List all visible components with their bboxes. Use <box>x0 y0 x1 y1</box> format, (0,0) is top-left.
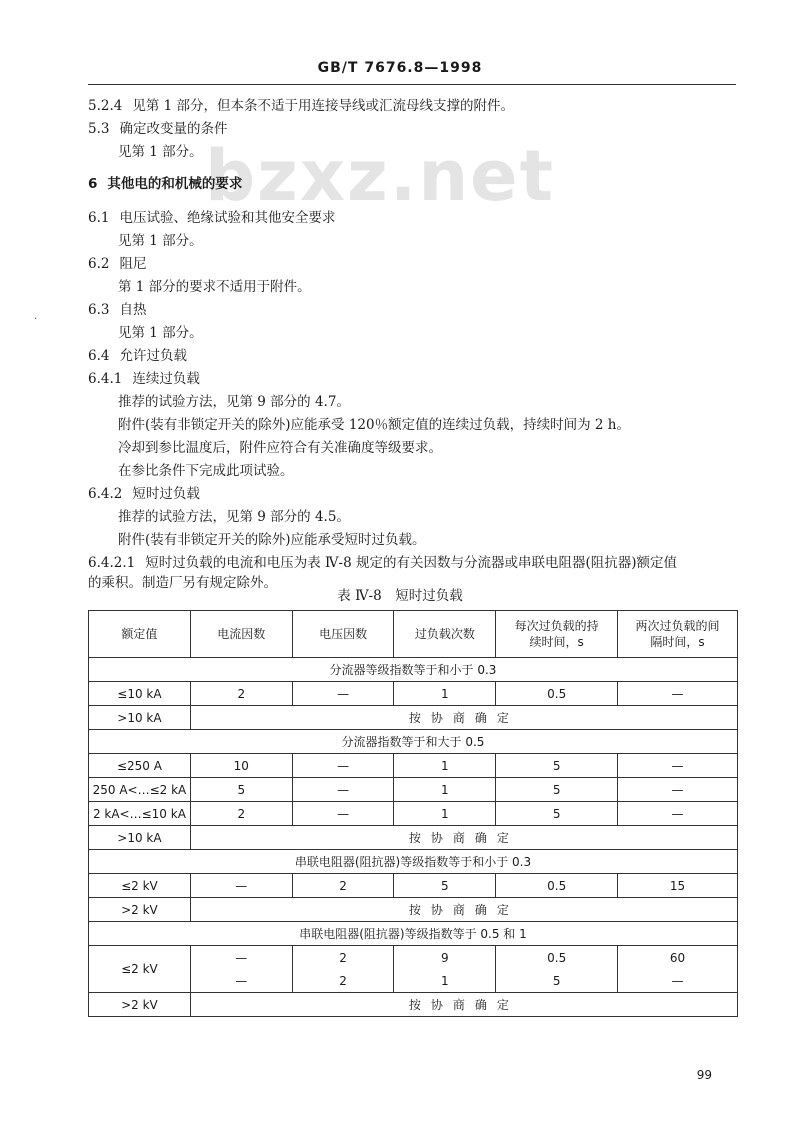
table-row <box>89 802 738 826</box>
header-overload-count: 过负载次数 <box>394 611 496 658</box>
clause-text: 阻尼 <box>119 256 147 272</box>
table-cell: — <box>618 969 738 993</box>
table-section-row <box>89 730 738 754</box>
table-cell: 1 <box>394 778 496 802</box>
rated-value-cell: >2 kV <box>89 898 191 922</box>
table-cell: — <box>618 754 738 778</box>
table-cell: — <box>618 778 738 802</box>
table-cell: 1 <box>394 754 496 778</box>
table-row <box>89 826 738 850</box>
clause-text: 第 1 部分的要求不适用于附件。 <box>118 279 311 295</box>
by-agreement-cell: 按协商确定 <box>190 706 737 730</box>
table-cell: 0.5 <box>496 946 618 970</box>
table-cell: 5 <box>496 802 618 826</box>
table-cell: — <box>292 778 394 802</box>
table-cell: 250 A<…≤2 kA <box>89 778 191 802</box>
table-cell: ≤10 kA <box>89 682 191 706</box>
clause-5-3 <box>88 121 227 137</box>
table-cell: 2 <box>292 946 394 970</box>
rated-value-cell: >10 kA <box>89 706 191 730</box>
body-line <box>118 144 203 160</box>
clause-text: 冷却到参比温度后，附件应符合有关准确度等级要求。 <box>118 440 442 456</box>
clause-text: 附件(装有非锁定开关的除外)应能承受短时过负载。 <box>118 532 426 548</box>
table-cell: — <box>292 682 394 706</box>
rated-value-cell: ≤2 kV <box>89 946 191 993</box>
table-cell: — <box>618 802 738 826</box>
table-cell: 0.5 <box>496 682 618 706</box>
table-cell: 5 <box>496 778 618 802</box>
header-rated-value: 额定值 <box>89 611 191 658</box>
clause-6 <box>88 176 242 192</box>
table-cell: 5 <box>496 969 618 993</box>
table-cell: ≤250 A <box>89 754 191 778</box>
table-cell: 1 <box>394 969 496 993</box>
clause-6-4-2-1 <box>88 555 677 571</box>
body-line <box>118 532 426 548</box>
body-line <box>118 233 203 249</box>
section-heading: 分流器等级指数等于和小于 0.3 <box>89 658 738 682</box>
clause-text: 的乘积。制造厂另有规定除外。 <box>88 575 277 591</box>
table-cell: 5 <box>496 754 618 778</box>
body-line <box>118 279 311 295</box>
clause-number: 6.4.2.1 <box>88 555 136 571</box>
clause-6-4-2 <box>88 486 200 502</box>
clause-number: 6.4.1 <box>88 371 123 387</box>
table-cell: 2 <box>292 874 394 898</box>
table-row <box>89 946 738 970</box>
clause-number: 6.4 <box>88 348 110 364</box>
standard-header: GB/T 7676.8—1998 <box>317 60 483 76</box>
body-line <box>118 325 203 341</box>
table-row <box>89 778 738 802</box>
table-cell: — <box>190 969 292 993</box>
clause-text: 短时过负载 <box>132 486 200 502</box>
clause-number: 6.1 <box>88 210 110 226</box>
rated-value-cell: >2 kV <box>89 993 191 1017</box>
table-cell: — <box>190 946 292 970</box>
table-cell: 15 <box>618 874 738 898</box>
by-agreement-cell: 按协商确定 <box>190 993 737 1017</box>
section-heading: 串联电阻器(阻抗器)等级指数等于 0.5 和 1 <box>89 922 738 946</box>
by-agreement-cell: 按协商确定 <box>190 898 737 922</box>
section-heading: 分流器指数等于和大于 0.5 <box>89 730 738 754</box>
table-cell: — <box>292 754 394 778</box>
table-row <box>89 682 738 706</box>
table-cell: 1 <box>394 802 496 826</box>
table-cell: — <box>618 682 738 706</box>
table-row <box>89 993 738 1017</box>
clause-text: 确定改变量的条件 <box>119 121 228 137</box>
clause-text: 短时过负载的电流和电压为表 Ⅳ-8 规定的有关因数与分流器或串联电阻器(阻抗器)额定值 <box>145 555 677 571</box>
clause-number: 6.3 <box>88 302 110 318</box>
table-caption: 表 Ⅳ-8 短时过负载 <box>337 588 463 604</box>
table-cell: — <box>190 874 292 898</box>
clause-6-2 <box>88 256 146 272</box>
watermark: bzxz.net <box>205 135 556 217</box>
header-voltage-factor: 电压因数 <box>292 611 394 658</box>
table-cell: 10 <box>190 754 292 778</box>
page-number: 99 <box>696 1068 712 1082</box>
table-cell: 2 <box>292 969 394 993</box>
table-section-row <box>89 850 738 874</box>
clause-number: 6.4.2 <box>88 486 123 502</box>
table-row <box>89 706 738 730</box>
clause-6-3 <box>88 302 146 318</box>
clause-text: 推荐的试验方法，见第 9 部分的 4.5。 <box>118 509 350 525</box>
table-row <box>89 898 738 922</box>
table-section-row <box>89 658 738 682</box>
table-cell: 0.5 <box>496 874 618 898</box>
section-heading: 串联电阻器(阻抗器)等级指数等于和小于 0.3 <box>89 850 738 874</box>
table-cell: 5 <box>394 874 496 898</box>
table-cell: 1 <box>394 682 496 706</box>
table-cell: 2 <box>190 682 292 706</box>
table-cell: 9 <box>394 946 496 970</box>
clause-text: 在参比条件下完成此项试验。 <box>118 463 294 479</box>
table-cell: — <box>292 802 394 826</box>
clause-text: 其他电的和机械的要求 <box>107 176 243 192</box>
body-line <box>118 394 350 410</box>
rated-value-cell: >10 kA <box>89 826 191 850</box>
clause-text: 见第 1 部分。 <box>118 144 203 160</box>
clause-text: 附件(装有非锁定开关的除外)应能承受 120％额定值的连续过负载，持续时间为 2 h。 <box>118 417 630 433</box>
overload-table <box>88 610 738 1017</box>
table-cell: 2 kA<…≤10 kA <box>89 802 191 826</box>
table-body <box>89 658 738 1017</box>
clause-6-4-1 <box>88 371 200 387</box>
clause-text: 见第 1 部分。 <box>118 325 203 341</box>
clause-text: 允许过负载 <box>119 348 187 364</box>
header-overload-interval: 两次过负载的间隔时间，s <box>618 611 738 658</box>
table-header-row <box>89 611 738 658</box>
table-cell: 2 <box>190 802 292 826</box>
clause-number: 5.2.4 <box>88 98 123 114</box>
clause-6-4 <box>88 348 187 364</box>
table-cell: ≤2 kV <box>89 874 191 898</box>
clause-5-2-4 <box>88 98 514 114</box>
body-line <box>118 509 350 525</box>
by-agreement-cell: 按协商确定 <box>190 826 737 850</box>
clause-text: 推荐的试验方法，见第 9 部分的 4.7。 <box>118 394 350 410</box>
table-row <box>89 754 738 778</box>
body-line <box>118 440 442 456</box>
clause-number: 6.2 <box>88 256 110 272</box>
clause-text: 见第 1 部分。 <box>118 233 203 249</box>
clause-6-1 <box>88 210 335 226</box>
clause-text: 自热 <box>119 302 147 318</box>
clause-text: 连续过负载 <box>132 371 200 387</box>
table-cell: 5 <box>190 778 292 802</box>
table-row <box>89 874 738 898</box>
clause-text: 电压试验、绝缘试验和其他安全要求 <box>119 210 336 226</box>
body-line <box>118 463 294 479</box>
margin-mark: · <box>34 314 38 325</box>
header-current-factor: 电流因数 <box>190 611 292 658</box>
table-cell: 60 <box>618 946 738 970</box>
table-section-row <box>89 922 738 946</box>
clause-number: 5.3 <box>88 121 110 137</box>
body-line <box>118 417 630 433</box>
clause-text: 见第 1 部分，但本条不适于用连接导线或汇流母线支撑的附件。 <box>132 98 515 114</box>
clause-number: 6 <box>88 176 98 192</box>
header-rule <box>88 84 736 85</box>
header-overload-duration: 每次过负载的持续时间，s <box>496 611 618 658</box>
